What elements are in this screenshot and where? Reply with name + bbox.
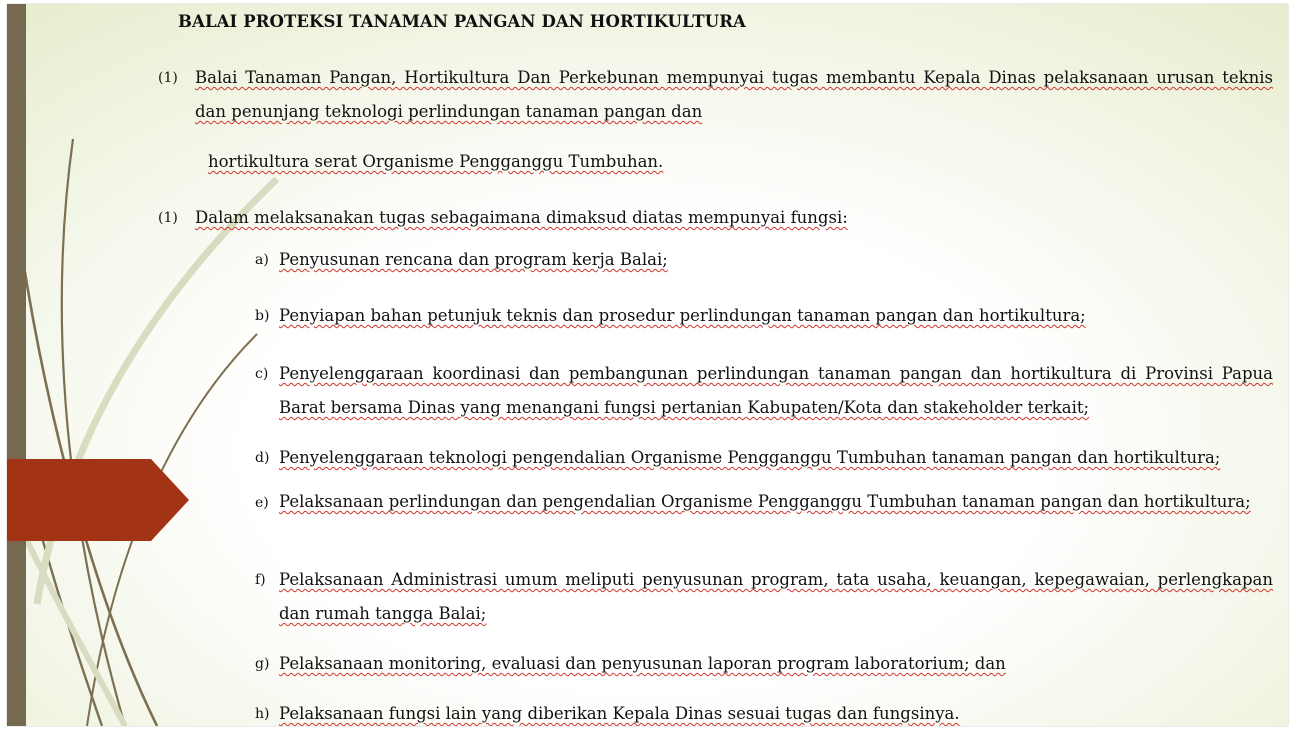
section-continuation: hortikultura serat Organisme Pengganggu Tumbuhan. (208, 152, 664, 171)
function-text: Penyiapan bahan petunjuk teknis dan prosedur perlindungan tanaman pangan dan hortikultura; (279, 306, 1086, 325)
function-letter: a) (255, 252, 269, 268)
function-text: Penyelenggaraan koordinasi dan pembangunan perlindungan tanaman pangan dan hortikultura di Provinsi Papua Barat bersama Dinas yang menangani fungsi pertanian Kabupaten/Kota dan stakeholder terkait; (279, 364, 1273, 417)
function-letter: c) (255, 366, 269, 382)
function-text: Pelaksanaan Administrasi umum meliputi penyusunan program, tata usaha, keuangan, kepegawaian, perlengkapan dan rumah tangga Balai; (279, 570, 1273, 623)
function-letter: f) (255, 572, 266, 588)
arrow-shape (7, 459, 192, 541)
function-text: Pelaksanaan perlindungan dan pengendalian Organisme Pengganggu Tumbuhan tanaman pangan dan hortikultura; (279, 492, 1251, 511)
function-text: Penyusunan rencana dan program kerja Balai; (279, 250, 668, 269)
function-letter: b) (255, 308, 270, 324)
section-text: Balai Tanaman Pangan, Hortikultura Dan Perkebunan mempunyai tugas membantu Kepala Dinas pelaksanaan urusan teknis dan penunjang teknologi perlindungan tanaman pangan dan (195, 68, 1273, 121)
function-letter: g) (255, 656, 270, 672)
slide-title: BALAI PROTEKSI TANAMAN PANGAN DAN HORTIKULTURA (178, 12, 746, 31)
function-text: Pelaksanaan monitoring, evaluasi dan penyusunan laporan program laboratorium; dan (279, 654, 1006, 673)
left-accent-bar (7, 4, 26, 726)
function-text: Penyelenggaraan teknologi pengendalian Organisme Pengganggu Tumbuhan tanaman pangan dan hortikultura; (279, 448, 1221, 467)
section-number: (1) (158, 210, 178, 226)
slide (7, 4, 1288, 726)
function-letter: d) (255, 450, 270, 466)
section-text: Dalam melaksanakan tugas sebagaimana dimaksud diatas mempunyai fungsi: (195, 208, 848, 227)
section-number: (1) (158, 70, 178, 86)
function-text: Pelaksanaan fungsi lain yang diberikan Kepala Dinas sesuai tugas dan fungsinya. (279, 704, 960, 723)
function-letter: e) (255, 495, 269, 511)
function-letter: h) (255, 706, 270, 722)
